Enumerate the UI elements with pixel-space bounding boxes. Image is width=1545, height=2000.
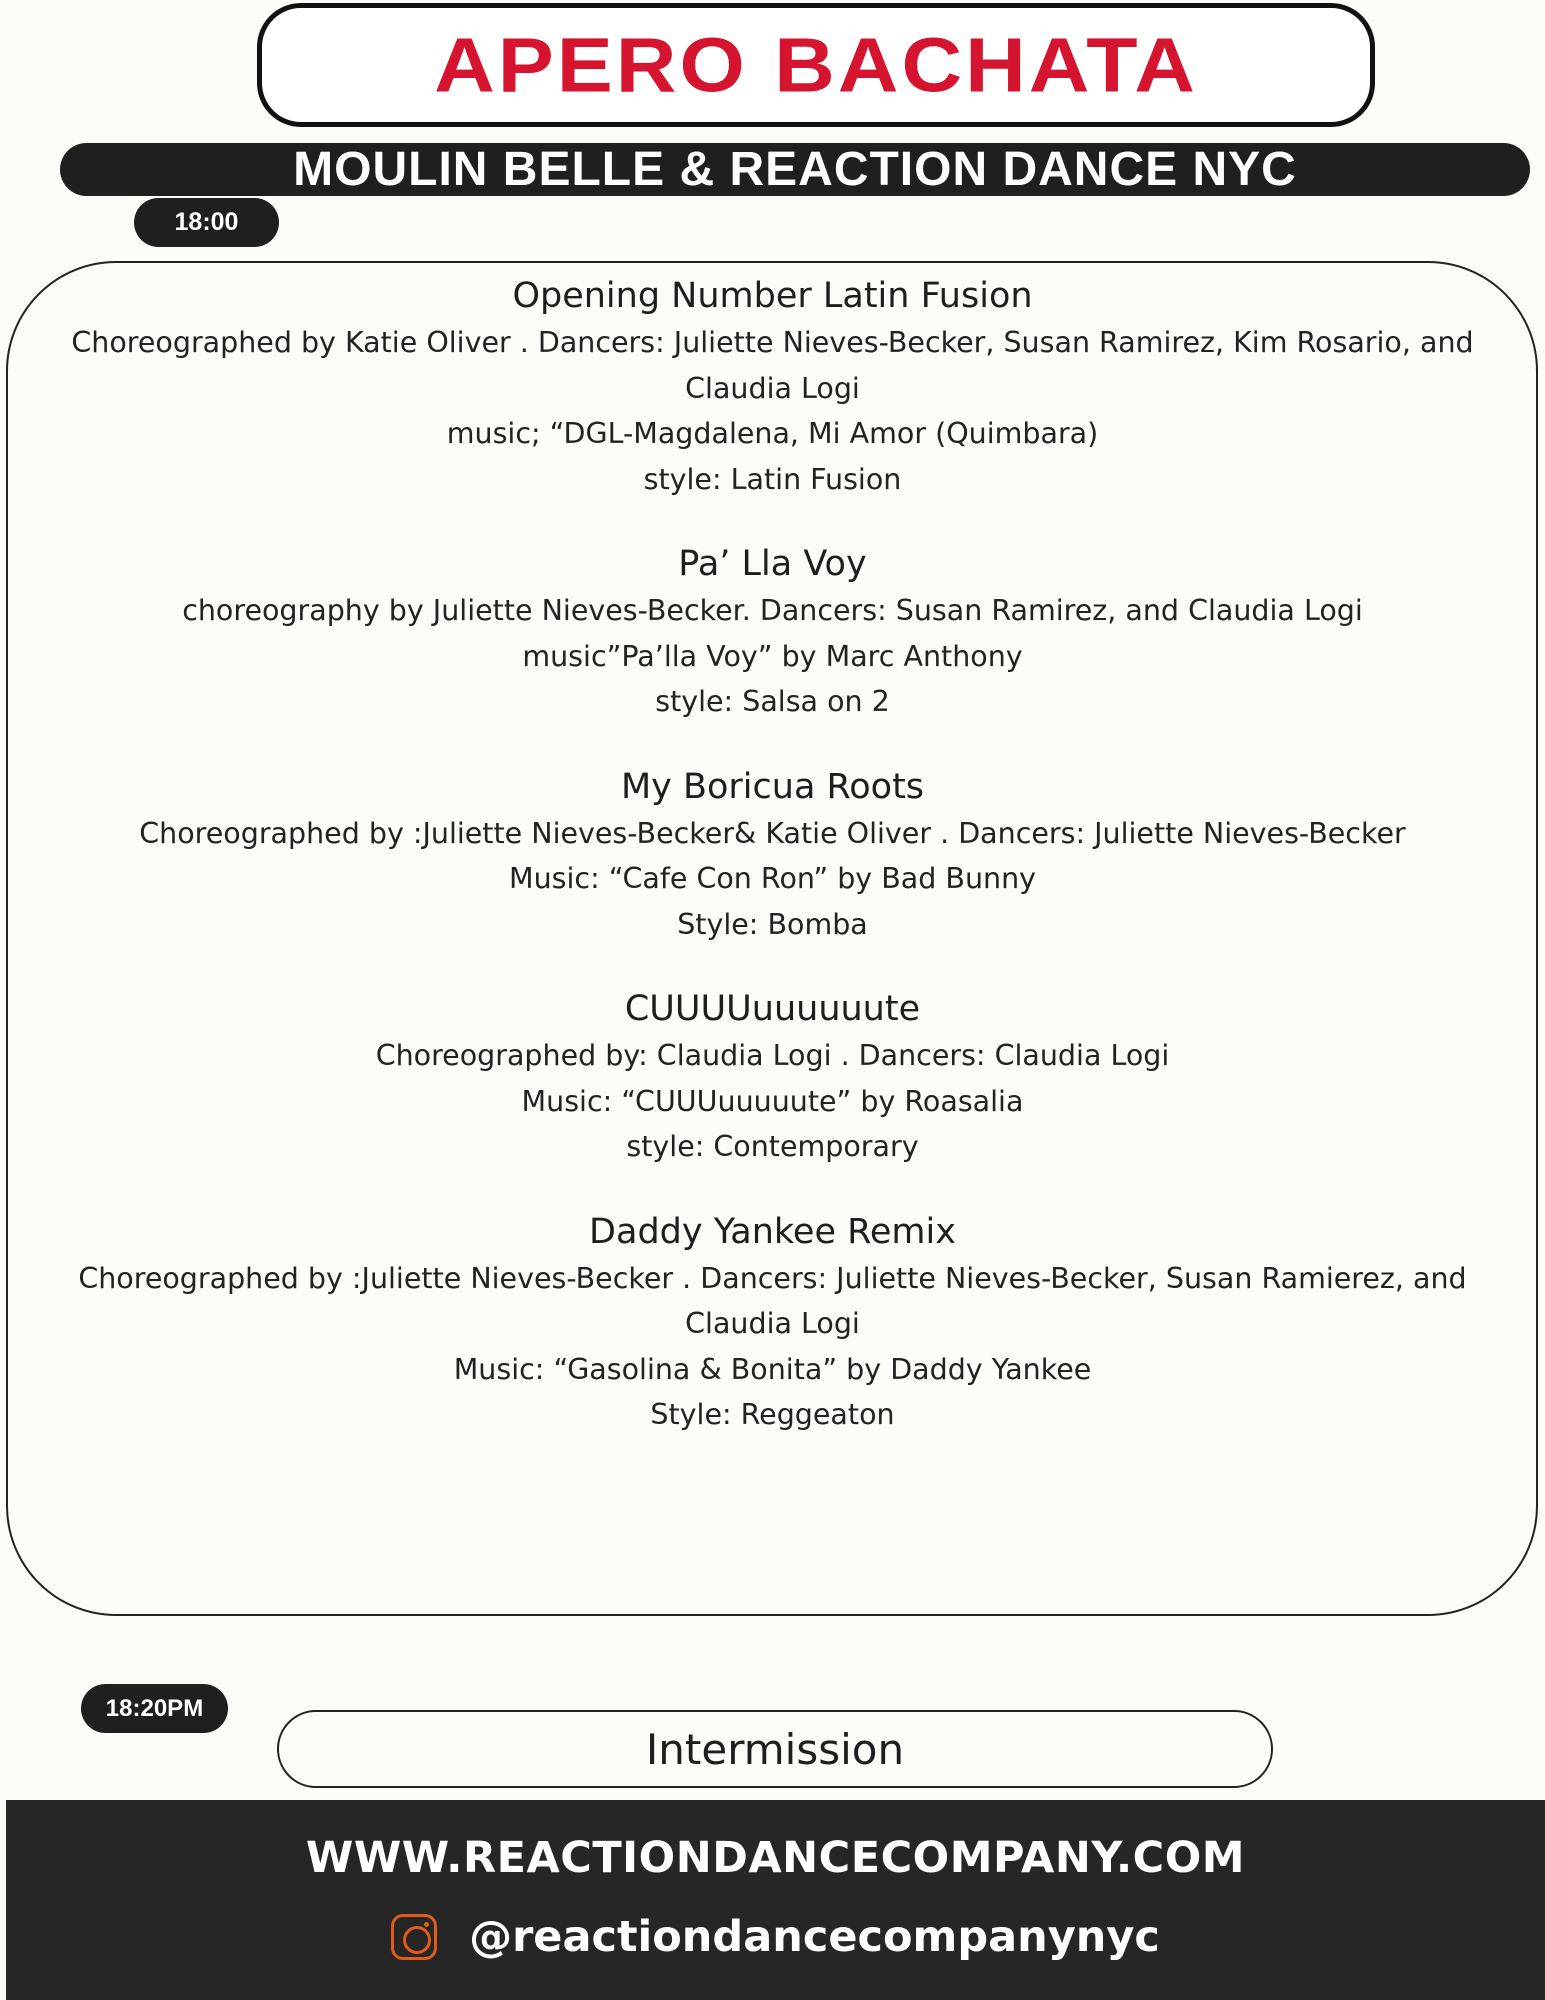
- act-item: [30, 540, 1515, 725]
- act-title: Opening Number Latin Fusion: [512, 276, 1033, 316]
- instagram-handle[interactable]: @reactiondancecompanynyc: [469, 1912, 1160, 1962]
- intermission-box: [277, 1710, 1273, 1788]
- act-style-line: Style: Bomba: [677, 907, 868, 941]
- acts-list: [30, 272, 1515, 1476]
- act-credit-line: Claudia Logi: [685, 371, 860, 405]
- act-title: Daddy Yankee Remix: [589, 1211, 956, 1252]
- intermission-label: Intermission: [645, 1724, 905, 1774]
- time-badge-second: 18:20PM: [81, 1684, 228, 1733]
- social-row: [6, 1912, 1545, 1962]
- act-credit-line: Choreographed by Katie Oliver . Dancers: Juliette Nieves-Becker, Susan Ramirez, Kim Rosario, and: [71, 326, 1474, 359]
- act-music-line: Music: “Cafe Con Ron” by Bad Bunny: [508, 862, 1037, 895]
- act-music-line: music”Pa’lla Voy” by Marc Anthony: [522, 639, 1023, 673]
- act-item: [30, 272, 1515, 502]
- act-title: Pa’ Lla Voy: [678, 544, 867, 584]
- footer: [6, 1800, 1545, 2000]
- event-subtitle: MOULIN BELLE & REACTION DANCE NYC: [293, 143, 1297, 196]
- website-link[interactable]: WWW.REACTIONDANCECOMPANY.COM: [305, 1833, 1246, 1883]
- act-style-line: Style: Reggeaton: [650, 1398, 895, 1431]
- act-title: CUUUUuuuuuute: [624, 989, 921, 1029]
- act-item: [30, 763, 1515, 948]
- time-badge-first: 18:00: [134, 198, 279, 247]
- subtitle-banner: [60, 143, 1530, 196]
- act-style-line: style: Latin Fusion: [643, 462, 902, 496]
- act-style-line: style: Salsa on 2: [655, 685, 890, 718]
- act-title: My Boricua Roots: [620, 766, 925, 807]
- act-credit-line: Choreographed by: Claudia Logi . Dancers: Claudia Logi: [375, 1039, 1170, 1072]
- act-music-line: music; “DGL-Magdalena, Mi Amor (Quimbara): [446, 417, 1099, 450]
- act-credit-line: choreography by Juliette Nieves-Becker. Dancers: Susan Ramirez, and Claudia Logi: [182, 594, 1363, 627]
- title-banner: [257, 3, 1375, 127]
- act-item: [30, 985, 1515, 1170]
- act-credit-line: Claudia Logi: [685, 1307, 860, 1340]
- act-music-line: Music: “Gasolina & Bonita” by Daddy Yankee: [453, 1352, 1092, 1386]
- act-credit-line: Choreographed by :Juliette Nieves-Becker& Katie Oliver . Dancers: Juliette Nieves-Becker: [139, 816, 1406, 850]
- event-title: APERO BACHATA: [434, 21, 1198, 108]
- instagram-icon[interactable]: [391, 1914, 437, 1960]
- act-credit-line: Choreographed by :Juliette Nieves-Becker . Dancers: Juliette Nieves-Becker, Susan Ramierez, and: [78, 1261, 1467, 1295]
- act-music-line: Music: “CUUUuuuuute” by Roasalia: [521, 1084, 1024, 1118]
- act-style-line: style: Contemporary: [626, 1130, 919, 1163]
- act-item: [30, 1208, 1515, 1438]
